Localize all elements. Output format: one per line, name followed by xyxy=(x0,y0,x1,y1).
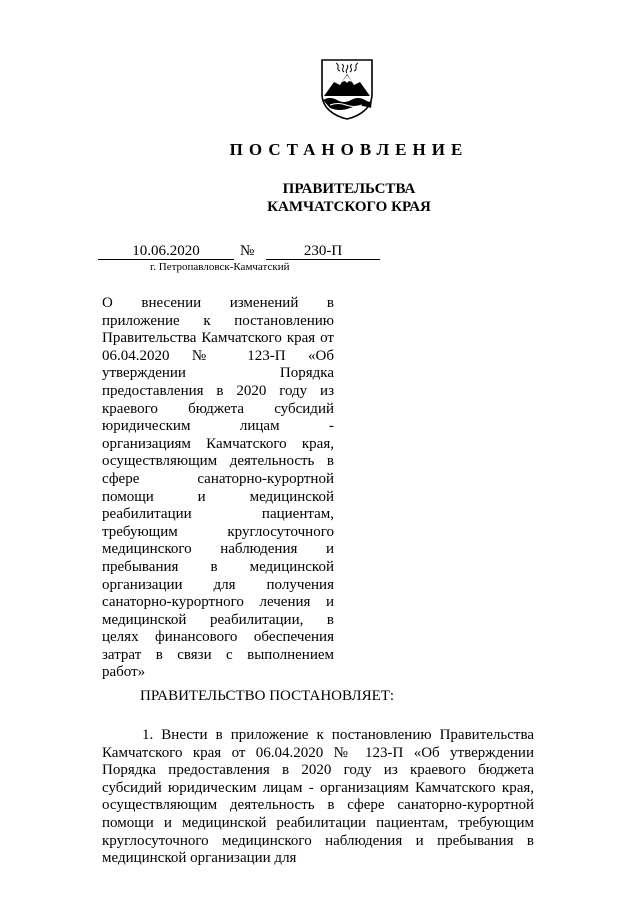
document-date: 10.06.2020 xyxy=(98,243,234,260)
issuer-block xyxy=(0,180,640,216)
body-paragraph-1: 1. Внести в приложение к постановлению Правительства Камчатского края от 06.04.2020 № 123-П «Об утверждении Порядка предоставления в 2020 году из краевого бюджета субсидий юридическим лицам - организациям Камчатского края, осуществляющим деятельность в сфере санаторно-курортной помощи и медицинской реабилитации пациентам, требующим круглосуточного медицинского наблюдения и пребывания в медицинской организации для xyxy=(102,727,534,867)
document-type-title: ПОСТАНОВЛЕНИЕ xyxy=(229,140,469,159)
document-city: г. Петропавловск-Камчатский xyxy=(150,261,290,273)
document-meta-line xyxy=(98,243,380,261)
issuer-line-1: ПРАВИТЕЛЬСТВА xyxy=(282,181,416,197)
number-sign: № xyxy=(240,243,255,259)
issuer-line-2: КАМЧАТСКОГО КРАЯ xyxy=(267,199,431,215)
document-subject: О внесении изменений в приложение к постановлению Правительства Камчатского края от 06.04.2020 № 123-П «Об утверждении Порядка предоставления в 2020 году из краевого бюджета субсидий юридическим лицам - организациям Камчатского края, осуществляющим деятельность в сфере санаторно-курортной помощи и медицинской реабилитации пациентам, требующим круглосуточного медицинского наблюдения и пребывания в медицинской организации для получения санаторно-курортного лечения и медицинской реабилитации, в целях финансового обеспечения затрат в связи с выполнением работ» xyxy=(102,295,334,681)
document-number: 230-П xyxy=(266,243,380,260)
kamchatka-coat-of-arms-emblem xyxy=(320,58,374,120)
preamble-heading: ПРАВИТЕЛЬСТВО ПОСТАНОВЛЯЕТ: xyxy=(140,688,395,704)
